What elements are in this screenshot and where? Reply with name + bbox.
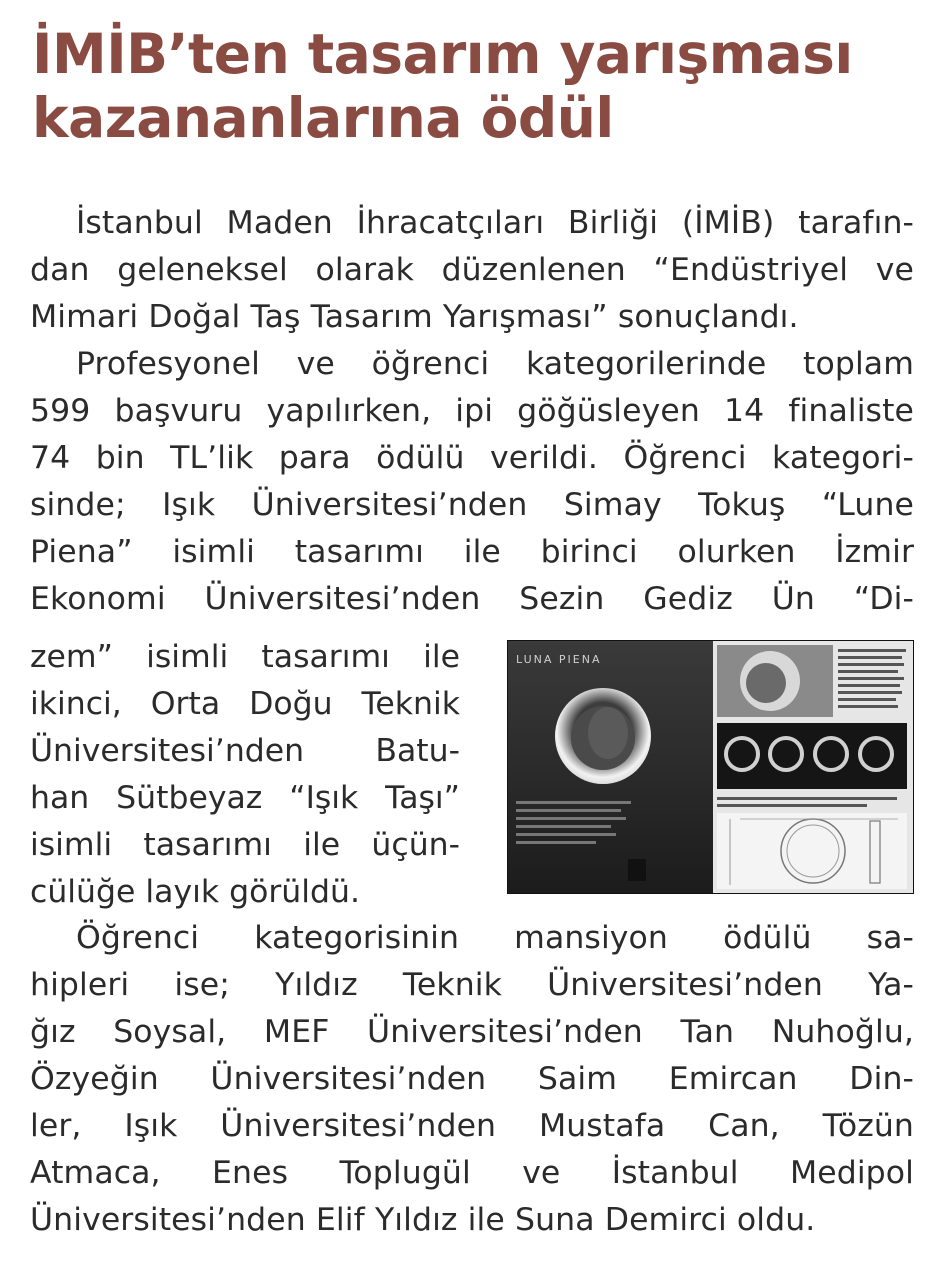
paragraph-intro [30, 200, 914, 623]
text-line: sinde; Işık Üniversitesi’nden Simay Tokuş “Lune [30, 487, 914, 523]
title-line: kazananlarına ödül [32, 86, 614, 150]
text-line: cülüğe layık görüldü. [30, 874, 360, 910]
text-line: 74 bin TL’lik para ödülü verildi. Öğrenci kategori- [30, 440, 914, 476]
text-line: zem” isimli tasarımı ile [30, 639, 460, 675]
text-line: ğız Soysal, MEF Üniversitesi’nden Tan Nuhoğlu, [30, 1014, 914, 1050]
text-line: Piena” isimli tasarımı ile birinci olurken İzmir [30, 534, 914, 570]
text-line: Atmaca, Enes Toplugül ve İstanbul Medipol [30, 1155, 914, 1191]
text-line: dan geleneksel olarak düzenlenen “Endüstriyel ve [30, 252, 914, 288]
text-line: Mimari Doğal Taş Tasarım Yarışması” sonuçlandı. [30, 299, 799, 335]
photo-caption: LUNA PIENA [516, 653, 602, 666]
text-line: isimli tasarımı ile üçün- [30, 827, 460, 863]
text-line: Öğrenci kategorisinin mansiyon ödülü sa- [76, 920, 914, 956]
text-line: hipleri ise; Yıldız Teknik Üniversitesi’nden Ya- [30, 967, 914, 1003]
article-title [32, 22, 922, 150]
text-line: 599 başvuru yapılırken, ipi göğüsleyen 14 finaliste [30, 393, 914, 429]
text-line: İstanbul Maden İhracatçıları Birliği (İMİB) tarafın- [76, 205, 914, 241]
text-line: Üniversitesi’nden Elif Yıldız ile Suna Demirci oldu. [30, 1202, 816, 1238]
text-line: han Sütbeyaz “Işık Taşı” [30, 780, 460, 816]
text-line: Profesyonel ve öğrenci kategorilerinde toplam [76, 346, 914, 382]
text-line: Ekonomi Üniversitesi’nden Sezin Gediz Ün “Di- [30, 581, 914, 617]
text-line: ler, Işık Üniversitesi’nden Mustafa Can, Tözün [30, 1108, 914, 1144]
luna-piena-poster [508, 641, 913, 893]
text-line: Üniversitesi’nden Batu- [30, 733, 460, 769]
text-line: Özyeğin Üniversitesi’nden Saim Emircan Din- [30, 1061, 914, 1097]
text-line: ikinci, Orta Doğu Teknik [30, 686, 460, 722]
title-line: İMİB’ten tasarım yarışması [32, 22, 853, 86]
article-photo [507, 640, 914, 894]
paragraph-wrapped [30, 634, 460, 916]
paragraph-mentions [30, 915, 914, 1244]
